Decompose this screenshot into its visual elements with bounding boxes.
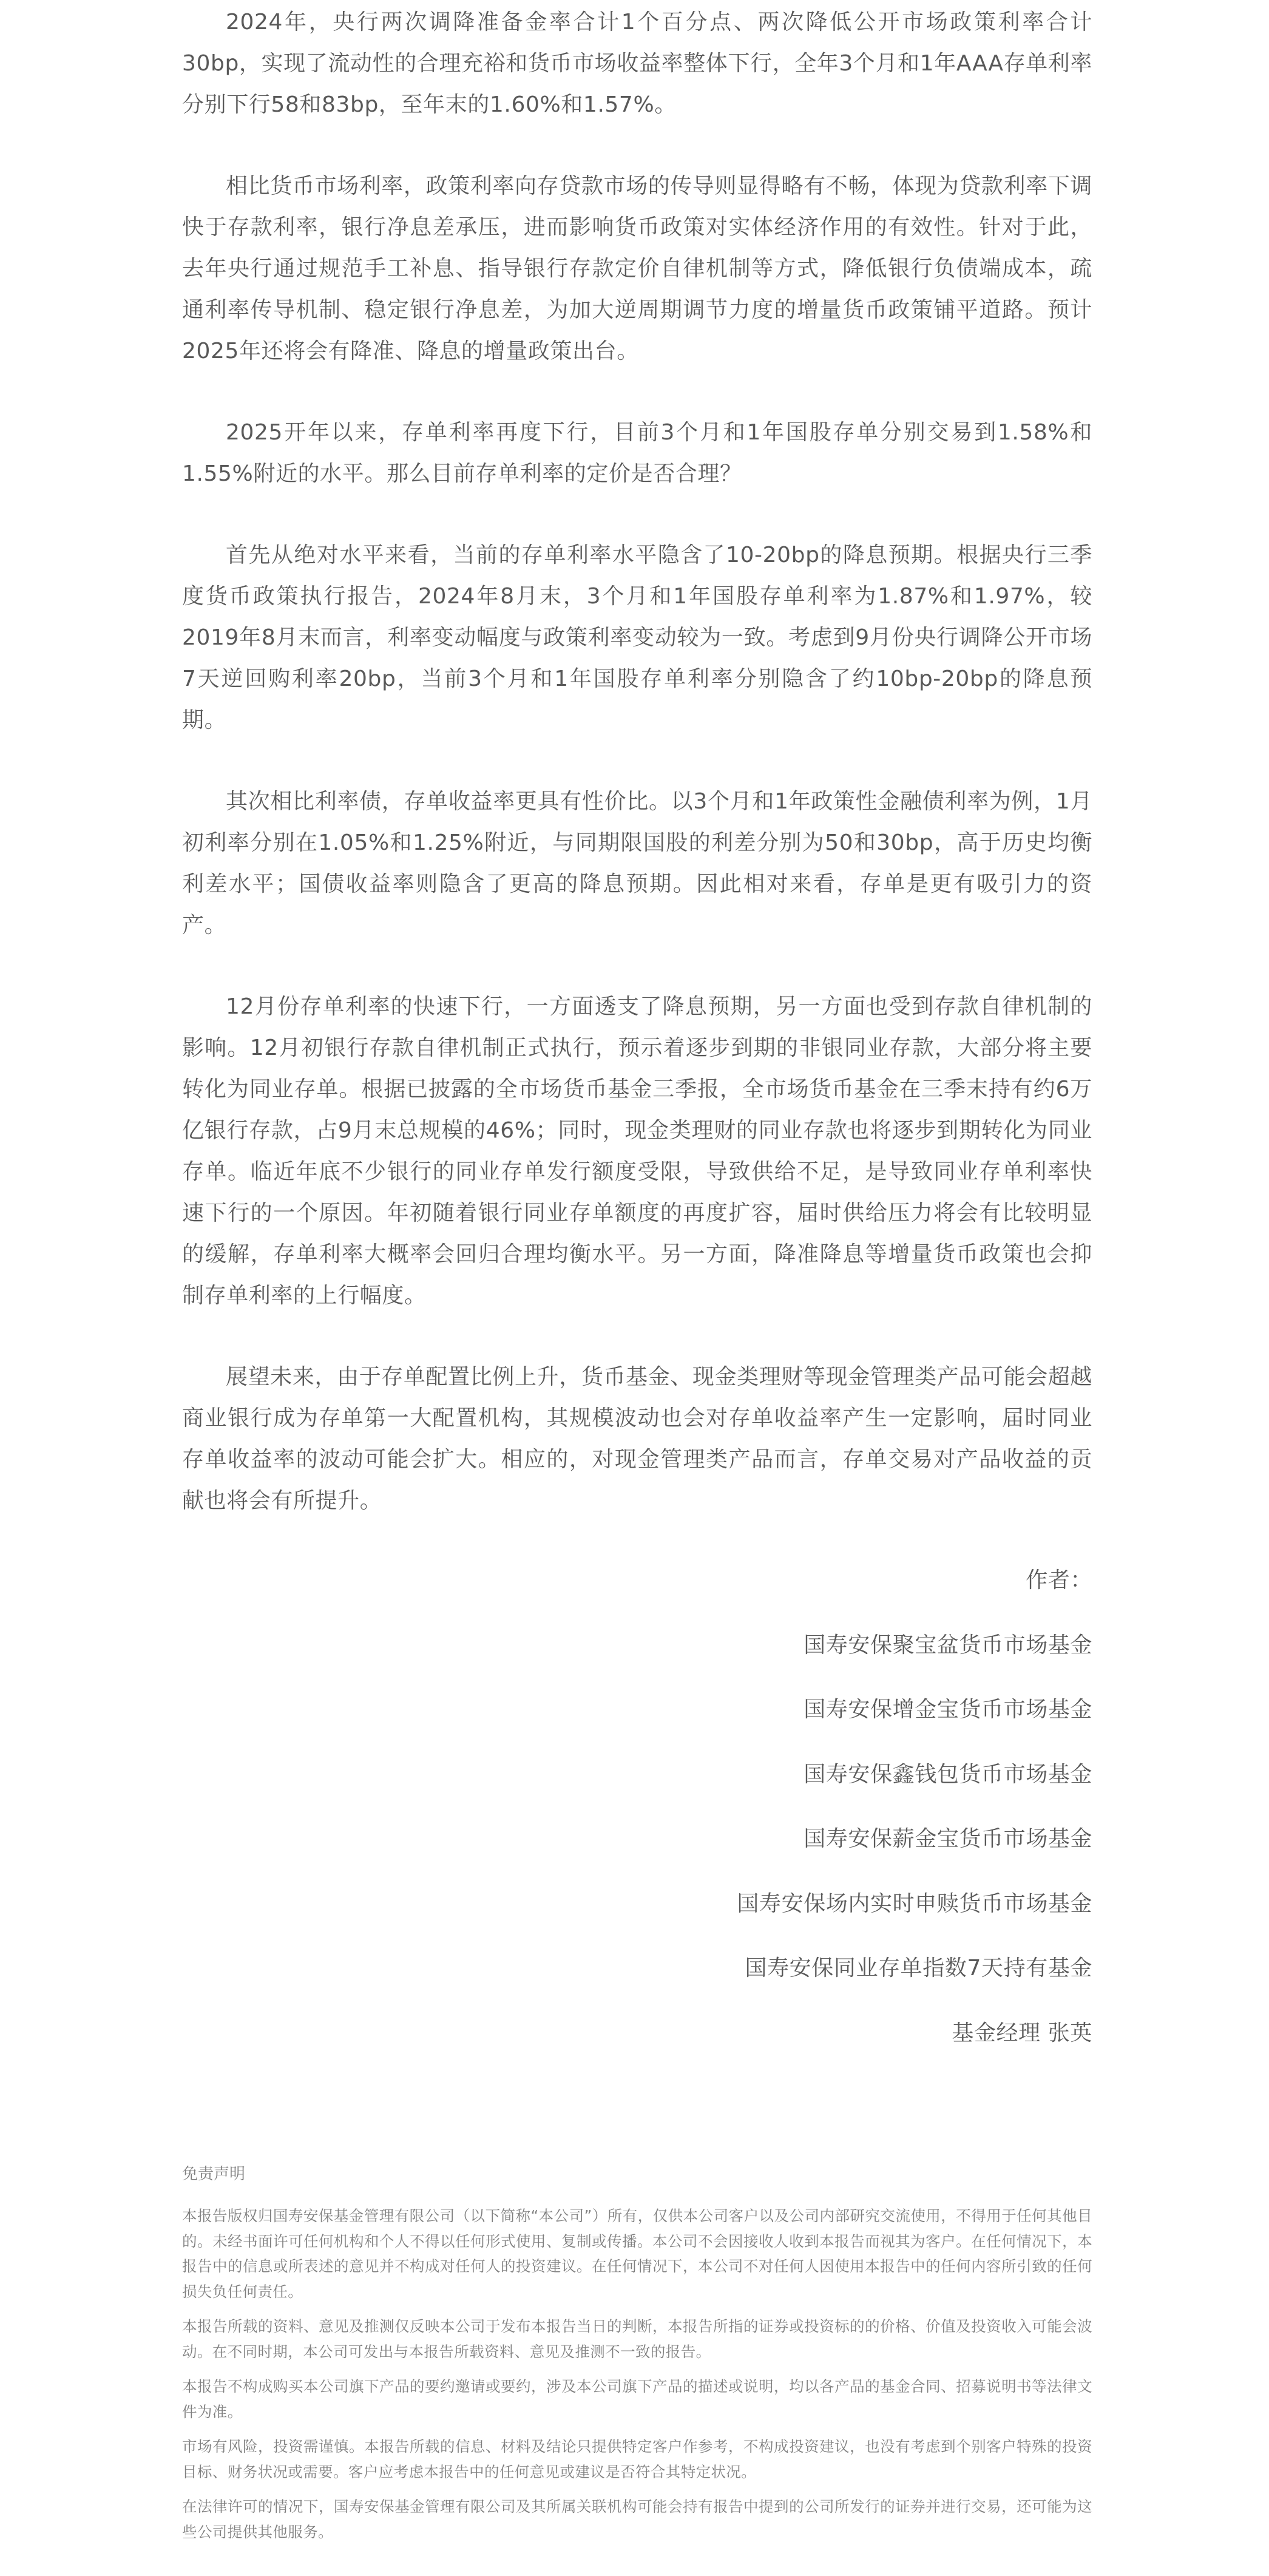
disclaimer-paragraph: 市场有风险，投资需谨慎。本报告所载的信息、材料及结论只提供特定客户作参考，不构成投资建议，也没有考虑到个别客户特殊的投资目标、财务状况或需要。客户应考虑本报告中的任何意见或建议是否符合其特定状况。 bbox=[182, 2438, 1092, 2481]
paragraph-1: 2024年，央行两次调降准备金率合计1个百分点、两次降低公开市场政策利率合计30bp，实现了流动性的合理充裕和货币市场收益率整体下行，全年3个月和1年AAA存单利率分别下行58和83bp，至年末的1.60%和1.57%。 bbox=[182, 10, 1092, 117]
fund-manager: 基金经理 张英 bbox=[952, 2020, 1092, 2046]
paragraph-3: 2025开年以来，存单利率再度下行，目前3个月和1年国股存单分别交易到1.58%和1.55%附近的水平。那么目前存单利率的定价是否合理？ bbox=[182, 420, 1092, 486]
paragraph-6: 12月份存单利率的快速下行，一方面透支了降息预期，另一方面也受到存款自律机制的影响。12月初银行存款自律机制正式执行，预示着逐步到期的非银同业存款，大部分将主要转化为同业存单。根据已披露的全市场货币基金三季报，全市场货币基金在三季末持有约6万亿银行存款，占9月末总规模的46%；同时，现金类理财的同业存款也将逐步到期转化为同业存单。临近年底不少银行的同业存单发行额度受限，导致供给不足，是导致同业存单利率快速下行的一个原因。年初随着银行同业存单额度的再度扩容，届时供给压力将会有比较明显的缓解，存单利率大概率会回归合理均衡水平。另一方面，降准降息等增量货币政策也会抑制存单利率的上行幅度。 bbox=[182, 994, 1092, 1308]
disclaimer-paragraph: 本报告所载的资料、意见及推测仅反映本公司于发布本报告当日的判断，本报告所指的证券或投资标的的价格、价值及投资收入可能会波动。在不同时期，本公司可发出与本报告所载资料、意见及推测不一致的报告。 bbox=[182, 2317, 1092, 2361]
paragraph-5: 其次相比利率债，存单收益率更具有性价比。以3个月和1年政策性金融债利率为例，1月初利率分别在1.05%和1.25%附近，与同期限国股的利差分别为50和30bp，高于历史均衡利差水平；国债收益率则隐含了更高的降息预期。因此相对来看，存单是更有吸引力的资产。 bbox=[182, 789, 1092, 938]
fund-name: 国寿安保鑫钱包货币市场基金 bbox=[804, 1761, 1092, 1787]
fund-name: 国寿安保薪金宝货币市场基金 bbox=[804, 1826, 1092, 1851]
paragraph-gap bbox=[182, 946, 1092, 986]
disclaimer-paragraph: 本报告版权归国寿安保基金管理有限公司（以下简称“本公司”）所有，仅供本公司客户以及公司内部研究交流使用，不得用于任何其他目的。未经书面许可任何机构和个人不得以任何形式使用、复制或传播。本公司不会因接收人收到本报告而视其为客户。在任何情况下，本报告中的信息或所表述的意见并不构成对任何人的投资建议。在任何情况下，本公司不对任何人因使用本报告中的任何内容所引致的任何损失负任何责任。 bbox=[182, 2207, 1092, 2300]
paragraph-gap bbox=[182, 495, 1092, 535]
paragraph-gap bbox=[182, 126, 1092, 166]
disclaimer-title: 免责声明 bbox=[182, 2165, 246, 2183]
disclaimer-paragraph: 本报告不构成购买本公司旗下产品的要约邀请或要约，涉及本公司旗下产品的描述或说明，均以各产品的基金合同、招募说明书等法律文件为准。 bbox=[182, 2378, 1092, 2421]
paragraph-7: 展望未来，由于存单配置比例上升，货币基金、现金类理财等现金管理类产品可能会超越商业银行成为存单第一大配置机构，其规模波动也会对存单收益率产生一定影响，届时同业存单收益率的波动可能会扩大。相应的，对现金管理类产品而言，存单交易对产品收益的贡献也将会有所提升。 bbox=[182, 1364, 1092, 1513]
author-block bbox=[182, 1560, 1092, 2077]
disclaimer-paragraph: 在法律许可的情况下，国寿安保基金管理有限公司及其所属关联机构可能会持有报告中提到的公司所发行的证券并进行交易，还可能为这些公司提供其他服务。 bbox=[182, 2498, 1092, 2541]
paragraph-4: 首先从绝对水平来看，当前的存单利率水平隐含了10-20bp的降息预期。根据央行三季度货币政策执行报告，2024年8月末，3个月和1年国股存单利率为1.87%和1.97%，较2019年8月末而言，利率变动幅度与政策利率变动较为一致。考虑到9月份央行调降公开市场7天逆回购利率20bp，当前3个月和1年国股存单利率分别隐含了约10bp-20bp的降息预期。 bbox=[182, 543, 1092, 733]
paragraph-gap bbox=[182, 741, 1092, 781]
disclaimer-section bbox=[182, 2161, 1092, 2554]
paragraph-2: 相比货币市场利率，政策利率向存贷款市场的传导则显得略有不畅，体现为贷款利率下调快于存款利率，银行净息差承压，进而影响货币政策对实体经济作用的有效性。针对于此，去年央行通过规范手工补息、指导银行存款定价自律机制等方式，降低银行负债端成本，疏通利率传导机制、稳定银行净息差，为加大逆周期调节力度的增量货币政策铺平道路。预计2025年还将会有降准、降息的增量政策出台。 bbox=[182, 174, 1092, 364]
paragraph-gap bbox=[182, 1317, 1092, 1357]
fund-name: 国寿安保同业存单指数7天持有基金 bbox=[745, 1956, 1092, 1981]
paragraph-gap bbox=[182, 372, 1092, 412]
fund-name: 国寿安保增金宝货币市场基金 bbox=[804, 1697, 1092, 1722]
fund-name: 国寿安保场内实时申赎货币市场基金 bbox=[737, 1891, 1092, 1916]
article-body bbox=[182, 0, 1092, 1522]
fund-name: 国寿安保聚宝盆货币市场基金 bbox=[804, 1632, 1092, 1658]
author-label: 作者： bbox=[1026, 1568, 1092, 1593]
